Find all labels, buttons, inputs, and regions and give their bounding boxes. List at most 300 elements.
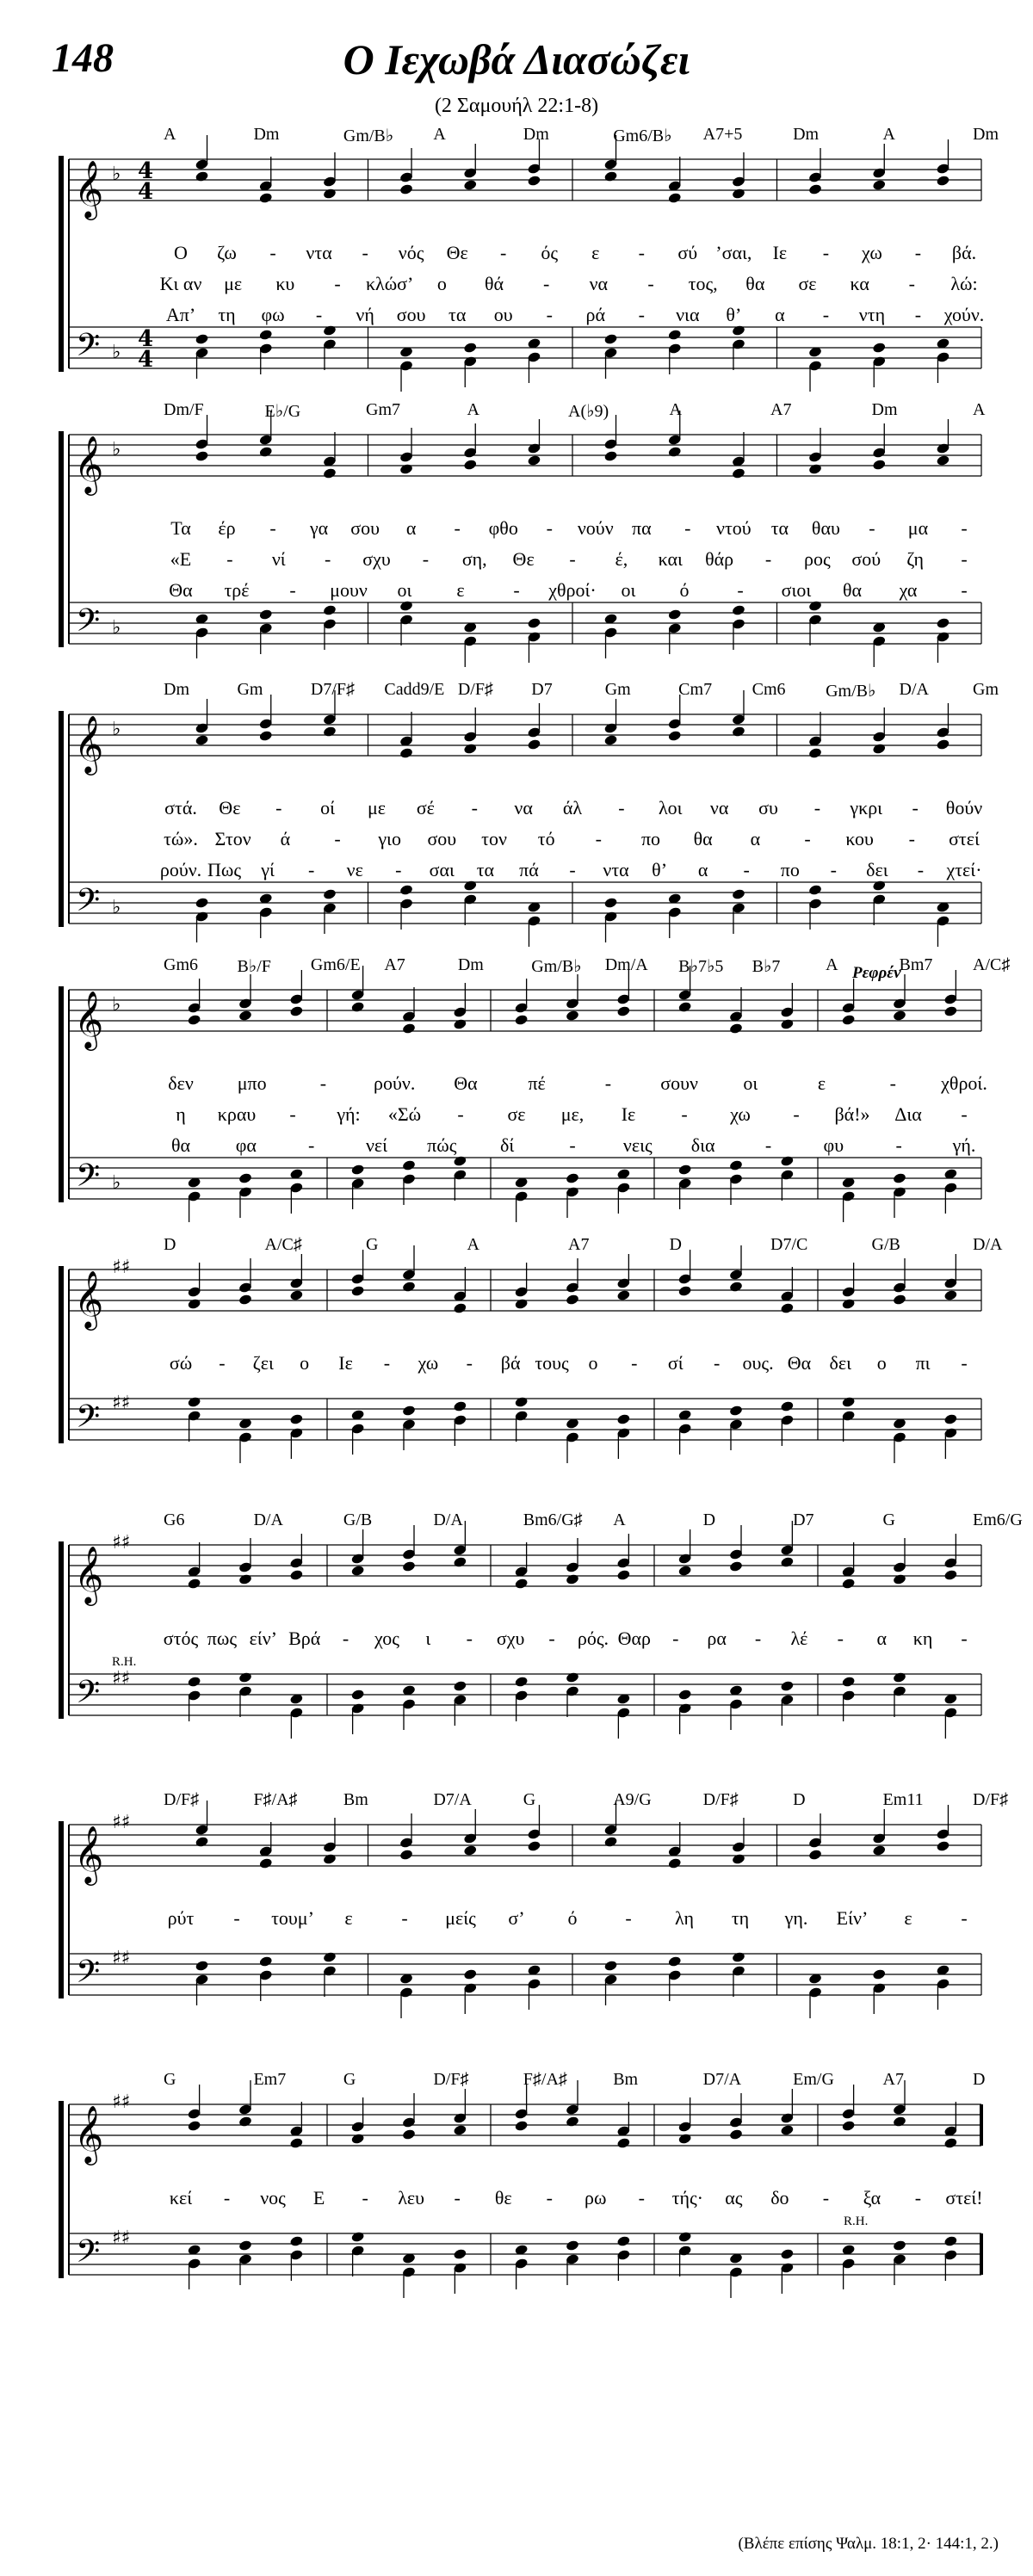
note-head [258,730,273,742]
note-head [729,1022,744,1035]
note-head [780,2124,795,2136]
lyric-syllable: ζω [217,242,237,263]
lyric-syllable: - [569,859,576,880]
lyric-syllable: Θα [169,579,193,601]
note-head [399,884,414,896]
note-head [514,1014,529,1026]
note-head [616,2137,631,2149]
lyric-syllable: - [289,579,296,601]
lyric-syllable: δεν [168,1072,194,1094]
chord-symbol: A/C♯ [264,1235,302,1254]
lyric-syllable: έρ [218,517,236,539]
lyric-syllable: νί [271,548,286,570]
note-head [872,459,887,471]
lyric-syllable: σιοι [781,579,812,601]
bass-clef-icon: 𝄢 [76,1674,101,1718]
note-head [603,1836,618,1848]
lyric-verse-3 [52,859,999,885]
bass-clef-icon: 𝄢 [76,602,101,646]
lyric-syllable: Ε [312,2187,325,2208]
lyric-syllable: συ [758,797,778,819]
lyric-syllable: ντα [306,242,332,263]
note-head [677,1164,692,1176]
lyric-syllable: - [595,828,602,849]
lyric-syllable: - [618,797,625,819]
note-head [808,183,823,195]
lyric-syllable: σί [667,1352,684,1374]
note-head [258,192,273,204]
chord-symbol: G/B [871,1235,900,1254]
lyric-syllable: - [713,1352,721,1374]
note-head [323,1951,337,1963]
treble-clef-icon: 𝄞 [74,435,104,493]
bass-clef-icon: 𝄢 [76,1158,101,1202]
treble-staff [69,714,981,756]
note-head [943,2137,958,2149]
lyric-syllable: - [813,797,821,819]
chord-symbol: G [343,2070,356,2089]
note-head [463,743,478,755]
note-head [893,1294,907,1306]
note-head [195,1960,209,1972]
refrain-label: Ρεφρέν [852,964,901,982]
chord-symbol: G [366,1235,379,1254]
chord-symbol: Dm/F [164,400,204,419]
note-head [808,747,823,759]
lyric-syllable: χθροί· [548,579,597,601]
lyric-syllable: δει [866,859,888,880]
chord-symbol: Dm [523,125,549,144]
lyric-syllable: θαυ [811,517,840,539]
note-head [616,1005,631,1017]
note-head [780,1018,795,1030]
lyric-syllable: Πως [207,859,242,880]
time-signature-bottom: 4 [138,347,154,373]
chord-symbol: A9/G [613,1790,652,1809]
chord-symbol: D7/C [770,1235,808,1254]
note-head [943,1413,958,1425]
lyric-syllable: θ’ [652,859,668,880]
note-head [453,1680,467,1692]
note-head [514,1298,529,1310]
note-head [872,1968,887,1980]
chord-symbol: D7/A [433,1790,472,1809]
lyric-syllable: - [672,1628,679,1649]
note-head [893,2116,907,2128]
lyric-syllable: τρέ [224,579,250,601]
lyric-syllable: α [750,828,761,849]
note-head [732,1853,746,1865]
lyric-syllable: - [315,304,323,325]
lyric-syllable: τουμ’ [271,1907,314,1929]
lyric-syllable: στά. [164,797,197,819]
lyric-syllable: κεί [169,2187,193,2208]
chord-symbol: Gm/B♭ [531,957,582,976]
system-2 [52,400,999,658]
lyric-syllable: τα [770,517,789,539]
time-signature-bottom: 4 [138,179,154,205]
note-head [780,1302,795,1314]
note-head [603,170,618,182]
note-head [187,1396,201,1408]
note-head [453,1556,467,1568]
chord-symbol: D [793,1790,806,1809]
note-head [187,1298,201,1310]
lyric-syllable: - [961,517,968,539]
note-head [603,333,618,345]
note-head [677,2231,692,2243]
lyric-syllable: - [822,242,830,263]
note-head [893,1172,907,1184]
chord-symbol: Gm6/E [310,955,361,974]
lyric-syllable: - [513,579,520,601]
chord-symbol: Cadd9/E [384,680,445,699]
note-head [732,1951,746,1963]
lyric-syllable: α [697,859,708,880]
note-head [402,1281,417,1293]
lyric-syllable: Είν’ [836,1907,869,1929]
lyric-syllable: χούν. [943,304,985,325]
note-head [677,1001,692,1013]
chord-symbol: D/F♯ [702,1790,739,1809]
lyric-syllable: ο [300,1352,310,1374]
lyric-syllable: ζη [906,548,925,570]
key-signature: ♭ [112,617,121,639]
lyric-syllable: να [589,273,609,294]
chord-symbol: D/A [253,1510,283,1529]
note-head [399,183,414,195]
lyric-syllable: Θε [219,797,241,819]
note-head [841,2120,856,2132]
lyric-syllable: Θα [454,1072,478,1094]
note-head [527,617,541,629]
chord-symbol: A [882,125,895,144]
lyric-syllable: Ιε [621,1103,636,1125]
note-head [936,1840,950,1852]
note-head [732,604,746,616]
note-head [603,1960,618,1972]
lyric-syllable: ο [436,273,447,294]
chord-symbol: Bm [613,2070,639,2089]
note-head [872,743,887,755]
lyric-syllable: νή [356,304,374,325]
lyric-syllable: - [961,1352,968,1374]
scripture-reference: (2 Σαμουήλ 22:1-8) [434,95,599,117]
lyric-syllable: - [837,1628,844,1649]
lyric-syllable: Στον [214,828,251,849]
lyric-syllable: - [307,1134,315,1156]
lyric-syllable: - [334,273,341,294]
lyric-syllable: σέ [416,797,435,819]
bass-clef-icon: 𝄢 [76,882,101,926]
lyric-syllable: δει [829,1352,852,1374]
lyric-syllable: ρύτ [167,1907,195,1929]
lyric-syllable: θ’ [726,304,742,325]
lyric-verse-1 [52,1072,999,1098]
lyric-syllable: «Σώ [387,1103,422,1125]
lyric-syllable: τη [731,1907,750,1929]
lyric-syllable: - [466,1628,473,1649]
lyric-syllable: - [914,304,922,325]
lyric-syllable: ντη [858,304,886,325]
chord-symbol: B♭7 [752,957,781,976]
lyric-verse-2 [52,828,999,854]
note-head [872,179,887,191]
lyric-syllable: - [625,1907,632,1929]
note-head [195,170,209,182]
lyric-syllable: «Ε [170,548,192,570]
chord-symbol: A [973,400,986,419]
lyric-syllable: με [367,797,387,819]
note-head [195,333,209,345]
treble-clef-icon: 𝄞 [74,990,104,1048]
lyric-syllable: θε [494,2187,512,2208]
chord-symbol: A7 [770,400,792,419]
note-head [732,726,746,738]
note-head [677,1689,692,1701]
lyric-syllable: λοι [658,797,683,819]
note-head [258,608,273,621]
chord-symbol: Dm/A [604,955,648,974]
lyric-verse-1 [52,1907,999,1933]
note-head [187,1578,201,1590]
lyric-syllable: ρά [585,304,606,325]
lyric-syllable: λώ: [950,273,978,294]
lyric-syllable: - [631,1352,638,1374]
lyric-verse-1 [52,1628,999,1653]
hymn-number: 148 [52,35,114,81]
lyric-syllable: - [289,1103,296,1125]
lyric-syllable: - [764,1134,772,1156]
note-head [603,450,618,462]
note-head [399,463,414,475]
lyric-syllable: τα [476,859,495,880]
note-head [667,730,682,742]
lyric-syllable: - [324,548,331,570]
lyric-syllable: - [395,859,402,880]
lyric-syllable: βά [500,1352,521,1374]
lyric-syllable: - [569,1134,576,1156]
lyric-syllable: κα [850,273,869,294]
lyric-syllable: με [224,273,243,294]
lyric-syllable: - [917,859,925,880]
note-head [841,1014,856,1026]
lyric-syllable: σαι [429,859,455,880]
lyric-syllable: λέ [790,1628,808,1649]
lyric-syllable: τώ». [164,828,198,849]
note-head [289,1413,304,1425]
treble-clef-icon: 𝄞 [74,1269,104,1328]
lyric-syllable: - [889,1072,896,1094]
lyric-syllable: ρω [585,2187,607,2208]
chord-symbol: A [164,125,176,144]
chord-symbol: Dm [793,125,820,144]
lyric-syllable: μπο [237,1072,267,1094]
lyric-syllable: ση, [461,548,487,570]
lyric-syllable: Ο [174,242,188,263]
lyric-syllable: - [334,828,341,849]
lyric-syllable: - [269,517,276,539]
note-head [463,459,478,471]
lyric-syllable: ρα [707,1628,727,1649]
lyric-syllable: ξα [863,2187,881,2208]
note-head [238,1010,253,1022]
note-head [808,884,823,896]
lyric-syllable: χθροί. [941,1072,987,1094]
lyric-syllable: Θε [446,242,468,263]
chord-symbol: Dm [973,125,999,144]
note-head [616,1289,631,1301]
lyric-syllable: - [466,1352,473,1374]
note-head [872,1844,887,1856]
lyric-syllable: σχυ [496,1628,525,1649]
lyric-syllable: κου [845,828,874,849]
lyric-syllable: γή. [952,1134,976,1156]
chord-symbol: D/F♯ [164,1790,200,1809]
lyric-syllable: ε [344,1907,353,1929]
note-head [527,175,541,187]
chord-symbol: A7 [384,955,405,974]
note-head [258,329,273,341]
lyric-syllable: - [233,1907,240,1929]
note-head [841,1578,856,1590]
chord-symbol: G [882,1510,895,1529]
note-head [453,1018,467,1030]
chord-symbol: A7+5 [702,125,743,144]
note-head [453,1400,467,1412]
note-head [323,1853,337,1865]
note-head [616,1413,631,1425]
lyric-syllable: νεί [365,1134,388,1156]
key-signature: ♭ [112,897,121,918]
right-hand-mark: R.H. [112,1655,137,1669]
note-head [893,1671,907,1683]
lyric-syllable: Τα [170,517,191,539]
lyric-syllable: - [908,828,915,849]
lyric-syllable: - [647,273,654,294]
lyric-verse-2 [52,1103,999,1129]
note-head [841,1298,856,1310]
note-head [514,1578,529,1590]
lyric-syllable: οι [397,579,412,601]
lyric-syllable: Θα [787,1352,812,1374]
chord-symbol: Dm [871,400,898,419]
lyric-syllable: Ιε [772,242,788,263]
bass-staff [69,327,981,368]
lyric-syllable: γα [309,517,329,539]
key-signature: ♯♯ [112,1393,131,1414]
lyric-syllable: πι [915,1352,931,1374]
chord-symbol: A [613,1510,626,1529]
key-signature: ♭ [112,994,121,1016]
note-head [238,1172,253,1184]
lyric-syllable: ντα [603,859,629,880]
note-head [289,1289,304,1301]
note-head [603,734,618,746]
note-head [289,1005,304,1017]
bass-staff [69,602,981,644]
lyric-verse-1 [52,1352,999,1378]
lyric-syllable: α [405,517,417,539]
treble-clef-icon: 𝄞 [74,2104,104,2163]
lyric-syllable: - [401,1907,408,1929]
chord-symbol: Cm7 [678,680,713,699]
note-head [527,738,541,751]
lyric-syllable: να [514,797,533,819]
lyric-syllable: τα [448,304,467,325]
chord-symbol: A [433,125,446,144]
note-head [187,1676,201,1688]
lyric-syllable: - [961,548,968,570]
chord-symbol: D7 [531,680,553,699]
note-head [667,1955,682,1968]
lyric-syllable: πα [631,517,652,539]
lyric-syllable: - [422,548,430,570]
lyric-syllable: - [383,1352,391,1374]
lyric-syllable: - [638,304,645,325]
lyric-syllable: νος [260,2187,286,2208]
note-head [729,1159,744,1171]
lyric-syllable: χω [862,242,882,263]
chord-symbol: A(♭9) [568,402,609,421]
chord-symbol: Bm7 [899,955,933,974]
lyric-syllable: - [546,2187,553,2208]
lyric-syllable: - [362,2187,368,2208]
lyric-syllable: ε [591,242,600,263]
lyric-syllable: με, [560,1103,585,1125]
lyric-syllable: οι [621,579,636,601]
note-head [195,450,209,462]
lyric-syllable: σου [396,304,426,325]
lyric-syllable: ους. [742,1352,774,1374]
lyric-syllable: σώ [169,1352,193,1374]
lyric-syllable: σε [798,273,817,294]
lyric-syllable: κη [912,1628,933,1649]
chord-symbol: Gm [604,680,631,699]
chord-symbol: Em6/G [973,1510,1023,1529]
treble-clef-icon: 𝄞 [74,159,104,218]
note-head [667,329,682,341]
bass-clef-icon: 𝄢 [76,2233,101,2277]
lyric-syllable: - [914,2187,922,2208]
lyric-syllable: - [764,548,772,570]
lyric-syllable: νεις [622,1134,653,1156]
note-head [943,2235,958,2247]
lyric-syllable: χω [418,1352,439,1374]
lyric-syllable: Θε [512,548,535,570]
note-head [808,1849,823,1861]
lyric-syllable: ρούν. [159,859,202,880]
note-head [780,1556,795,1568]
chord-symbol: E♭/G [264,402,301,421]
lyric-syllable: θα [842,579,863,601]
chord-symbol: Bm [343,1790,368,1809]
lyric-syllable: έ, [615,548,628,570]
key-signature: ♭ [112,439,121,460]
chord-symbol: Em11 [882,1790,924,1809]
lyric-syllable: - [638,2187,645,2208]
note-head [258,1955,273,1968]
lyric-syllable: - [542,273,550,294]
lyric-syllable: - [319,1072,327,1094]
lyric-syllable: σύ [677,242,698,263]
bass-clef-icon: 𝄢 [76,1399,101,1442]
lyric-syllable: - [226,548,233,570]
lyric-verse-1 [52,2187,999,2213]
key-signature: ♭ [112,342,121,363]
lyric-syllable: θούν [945,797,983,819]
lyric-syllable: νός [398,242,424,263]
